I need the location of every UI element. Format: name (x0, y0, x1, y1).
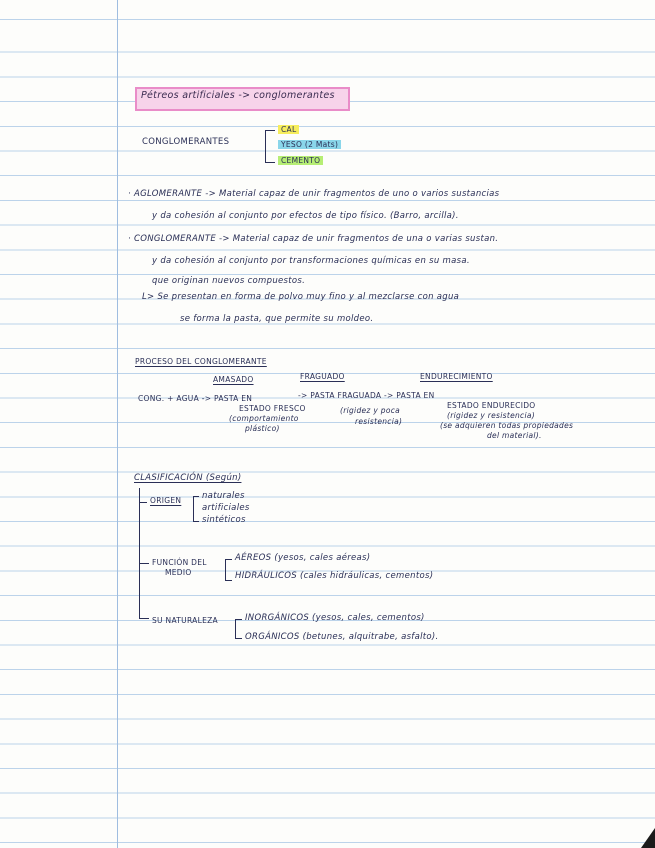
funcion-label-1: FUNCIÓN DEL (152, 558, 207, 567)
proceso-heading: PROCESO DEL CONGLOMERANTE (135, 357, 267, 366)
proceso-arrow-2: -> PASTA FRAGUADA -> PASTA EN (298, 391, 435, 400)
pasta-estado: ESTADO FRESCO (239, 404, 306, 413)
funcion-branch (139, 563, 149, 564)
endurecida-note-3: del material). (487, 431, 542, 440)
naturaleza-organicos: ORGÁNICOS (betunes, alquitrabe, asfalto). (245, 632, 439, 642)
naturaleza-inorganicos: INORGÁNICOS (yesos, cales, cementos) (245, 613, 425, 623)
naturaleza-branch (139, 618, 149, 619)
stage-fraguado: FRAGUADO (300, 372, 345, 381)
origen-sinteticos: sintéticos (202, 515, 246, 525)
conglomerante-line-4: L> Se presentan en forma de polvo muy fino y al mezclarse con agua (142, 292, 460, 302)
funcion-bracket (225, 559, 232, 581)
naturaleza-bracket (235, 619, 242, 639)
clasificacion-heading: CLASIFICACIÓN (Según) (134, 473, 242, 483)
conglomerante-line-2: y da cohesión al conjunto por transformaciones químicas en su masa. (152, 256, 470, 266)
aglomerante-line-2: y da cohesión al conjunto por efectos de tipo físico. (Barro, arcilla). (152, 211, 459, 221)
stage-endurecimiento: ENDURECIMIENTO (420, 372, 493, 381)
item-yeso: YESO (2 Mats) (278, 140, 341, 149)
page-title: Pétreos artificiales -> conglomerantes (141, 90, 335, 101)
item-cemento: CEMENTO (278, 156, 323, 165)
margin-line (117, 0, 118, 848)
origen-label: ORIGEN (150, 496, 182, 505)
funcion-hidraulicos: HIDRÁULICOS (cales hidráulicas, cementos) (235, 571, 434, 581)
origen-naturales: naturales (202, 491, 245, 501)
funcion-aereos: AÉREOS (yesos, cales aéreas) (235, 553, 371, 563)
clasificacion-tree-line (139, 488, 140, 618)
origen-artificiales: artificiales (202, 503, 250, 513)
fraguado-note-1: (rigidez y poca (340, 406, 401, 415)
fraguado-note-2: resistencia) (355, 417, 403, 426)
proceso-line: CONG. + AGUA -> PASTA EN (138, 394, 253, 403)
pasta-note-1: (comportamiento (229, 414, 299, 423)
page-corner-fold (641, 828, 655, 848)
stage-amasado: AMASADO (213, 375, 254, 384)
conglomerante-line-1: · CONGLOMERANTE -> Material capaz de unir fragmentos de una o varias sustan. (128, 234, 499, 244)
endurecida-note-2: (se adquieren todas propiedades (440, 421, 574, 430)
aglomerante-line-1: · AGLOMERANTE -> Material capaz de unir fragmentos de uno o varios sustancias (128, 189, 500, 199)
conglomerantes-label: CONGLOMERANTES (142, 137, 230, 147)
conglomerantes-bracket (265, 130, 275, 163)
origen-branch (139, 502, 147, 503)
endurecida-estado: ESTADO ENDURECIDO (447, 401, 536, 410)
endurecida-note-1: (rigidez y resistencia) (447, 411, 535, 420)
pasta-note-2: plástico) (245, 424, 280, 433)
origen-bracket (193, 496, 199, 522)
conglomerante-line-5: se forma la pasta, que permite su moldeo. (180, 314, 374, 324)
item-cal: CAL (278, 125, 299, 134)
conglomerante-line-3: que originan nuevos compuestos. (152, 276, 306, 286)
naturaleza-label: SU NATURALEZA (152, 616, 218, 625)
funcion-label-2: MEDIO (165, 568, 192, 577)
